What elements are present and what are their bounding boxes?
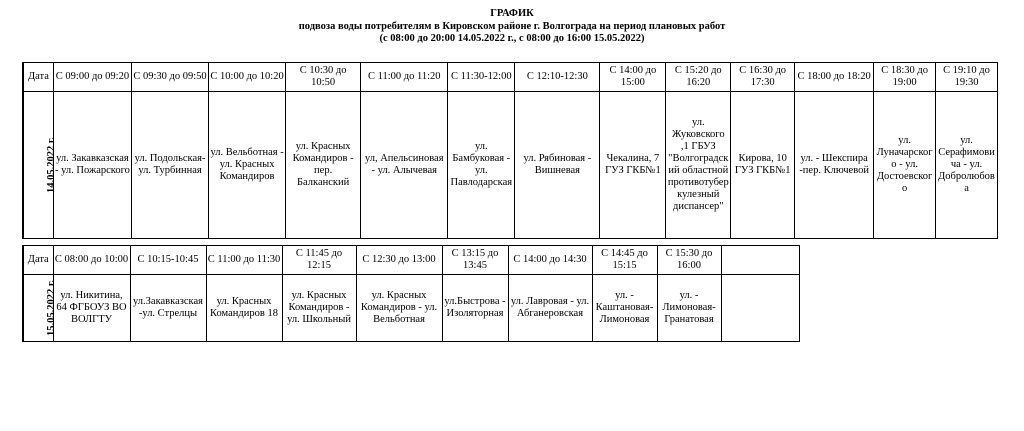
time-slot: С 12:30 до 13:00 bbox=[356, 246, 442, 275]
time-slot: С 09:00 до 09:20 bbox=[53, 63, 131, 92]
time-slot: С 11:00 до 11:20 bbox=[361, 63, 448, 92]
address-cell: Чекалина, 7 ГУЗ ГКБ№1 bbox=[600, 92, 666, 239]
time-slot: С 15:30 до 16:00 bbox=[657, 246, 721, 275]
time-slot: С 19:10 до 19:30 bbox=[936, 63, 998, 92]
address-cell: ул. Лавровая - ул. Абганеровская bbox=[508, 275, 592, 342]
time-slot: С 13:15 до 13:45 bbox=[442, 246, 508, 275]
table-row bbox=[23, 275, 799, 342]
address-cell: ул. Никитина, 64 ФГБОУЗ ВО ВОЛГТУ bbox=[53, 275, 130, 342]
address-cell: ул. Красных Командиров - ул. Школьный bbox=[282, 275, 356, 342]
address-cell: ул. Красных Командиров - ул. Вельботная bbox=[356, 275, 442, 342]
time-slot: С 15:20 до 16:20 bbox=[666, 63, 731, 92]
date-label: 15.05.2022 г. bbox=[46, 279, 58, 337]
time-slot: С 10:15-10:45 bbox=[130, 246, 206, 275]
date-header: Дата bbox=[23, 63, 53, 92]
empty-time-slot bbox=[721, 246, 799, 275]
schedule-title: ГРАФИК bbox=[490, 8, 534, 19]
time-slot: С 10:00 до 10:20 bbox=[209, 63, 286, 92]
address-cell: ул.Быстрова - Изоляторная bbox=[442, 275, 508, 342]
empty-address-cell bbox=[721, 275, 799, 342]
time-slot: С 14:00 до 15:00 bbox=[600, 63, 666, 92]
time-slot: С 10:30 до 10:50 bbox=[286, 63, 361, 92]
address-cell: ул. Вельботная - ул. Красных Командиров bbox=[209, 92, 286, 239]
schedule-subtitle: подвоза воды потребителям в Кировском районе г. Волгограда на период плановых работ bbox=[298, 21, 726, 32]
table-header-row bbox=[23, 63, 998, 92]
address-cell: ул. Серафимовича - ул. Добролюбова bbox=[936, 92, 998, 239]
address-cell: ул. Бамбуковая - ул. Павлодарская bbox=[448, 92, 515, 239]
time-slot: С 18:30 до 19:00 bbox=[874, 63, 936, 92]
address-cell: Кирова, 10 ГУЗ ГКБ№1 bbox=[731, 92, 795, 239]
schedule-period: (с 08:00 до 20:00 14.05.2022 г., с 08:00 до 16:00 15.05.2022) bbox=[379, 33, 645, 44]
table-header-row bbox=[23, 246, 799, 275]
time-slot: С 18:00 до 18:20 bbox=[795, 63, 874, 92]
address-cell: ул.Закавказская-ул. Стрелцы bbox=[130, 275, 206, 342]
address-cell: ул. - Шекспира -пер. Ключевой bbox=[795, 92, 874, 239]
address-cell: ул. - Лимоновая-Гранатовая bbox=[657, 275, 721, 342]
address-cell: ул, Апельсиновая - ул. Алычевая bbox=[361, 92, 448, 239]
address-cell: ул. Красных Командиров 18 bbox=[206, 275, 282, 342]
address-cell: ул. Луначарского - ул. Достоевского bbox=[874, 92, 936, 239]
time-slot: С 16:30 до 17:30 bbox=[731, 63, 795, 92]
schedule-table-day1 bbox=[22, 62, 998, 239]
date-label: 14.05.2022 г. bbox=[46, 136, 58, 194]
schedule-table-day2 bbox=[22, 245, 800, 342]
time-slot: С 09:30 до 09:50 bbox=[131, 63, 208, 92]
time-slot: С 08:00 до 10:00 bbox=[53, 246, 130, 275]
address-cell: ул. Жуковского ,1 ГБУЗ "Волгоградский областной противотуберкулезный диспансер" bbox=[666, 92, 731, 239]
date-header: Дата bbox=[23, 246, 53, 275]
table-row bbox=[23, 92, 998, 239]
time-slot: С 11:00 до 11:30 bbox=[206, 246, 282, 275]
time-slot: С 11:30-12:00 bbox=[448, 63, 515, 92]
address-cell: ул. - Каштановая-Лимоновая bbox=[592, 275, 657, 342]
time-slot: С 11:45 до 12:15 bbox=[282, 246, 356, 275]
date-cell bbox=[23, 275, 58, 342]
address-cell: ул. Подольская-ул. Турбинная bbox=[131, 92, 208, 239]
time-slot: С 14:45 до 15:15 bbox=[592, 246, 657, 275]
time-slot: С 14:00 до 14:30 bbox=[508, 246, 592, 275]
address-cell: ул. Красных Командиров - пер. Балканский bbox=[286, 92, 361, 239]
date-cell bbox=[23, 92, 58, 239]
address-cell: ул. Закавказская - ул. Пожарского bbox=[53, 92, 131, 239]
address-cell: ул. Рябиновая - Вишневая bbox=[515, 92, 600, 239]
time-slot: С 12:10-12:30 bbox=[515, 63, 600, 92]
